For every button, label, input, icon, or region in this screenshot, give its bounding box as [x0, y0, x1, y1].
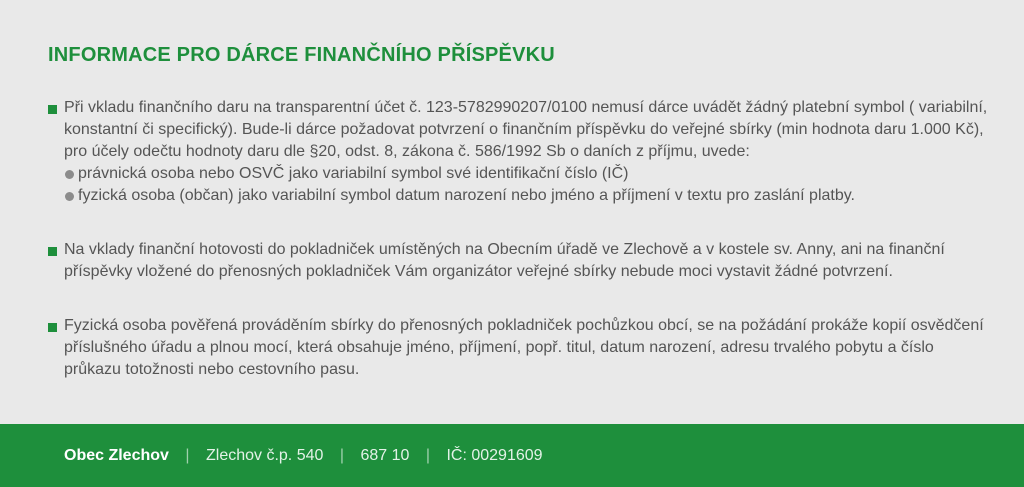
organization-name: Obec Zlechov	[64, 447, 169, 464]
paragraph-text: Při vkladu finančního daru na transparentní účet č. 123-5782990207/0100 nemusí dárce uvádět žádný platební symbol ( variabilní, konstantní či specifický). Bude-li dárce požadovat potvrzení o finančním příspěvku do veřejné sbírky (min hodnota daru 1.000 Kč), pro účely odečtu hodnoty daru dle §20, odst. 8, zákona č. 586/1992 Sb o daních z příjmu, uvede:	[64, 99, 988, 160]
info-paragraph-1	[48, 97, 988, 207]
footer-separator: |	[425, 447, 430, 464]
sub-item-text: fyzická osoba (občan) jako variabilní symbol datum narození nebo jméno a příjmení v textu pro zaslání platby.	[78, 187, 855, 204]
footer-separator: |	[339, 447, 344, 464]
sub-list-item	[64, 163, 988, 185]
footer-contact	[64, 424, 543, 487]
footer-separator: |	[185, 447, 190, 464]
paragraph-text: Fyzická osoba pověřená prováděním sbírky do přenosných pokladniček pochůzkou obcí, se na požádání prokáže kopií osvědčení příslušného úřadu a plnou mocí, která obsahuje jméno, příjmení, popř. titul, datum narození, adresu trvalého pobytu a číslo průkazu totožnosti nebo cestovního pasu.	[64, 317, 984, 378]
footer-address: Zlechov č.p. 540	[205, 447, 324, 464]
footer-zip: 687 10	[360, 447, 410, 464]
footer-ico: IČ: 00291609	[446, 447, 543, 464]
info-paragraph-3	[48, 315, 988, 381]
round-bullet-icon	[65, 170, 74, 179]
square-bullet-icon	[48, 105, 57, 114]
square-bullet-icon	[48, 323, 57, 332]
sub-item-text: právnická osoba nebo OSVČ jako variabilní symbol své identifikační číslo (IČ)	[78, 165, 629, 182]
round-bullet-icon	[65, 192, 74, 201]
page-title: INFORMACE PRO DÁRCE FINANČNÍHO PŘÍSPĚVKU	[48, 44, 555, 66]
paragraph-text: Na vklady finanční hotovosti do pokladniček umístěných na Obecním úřadě ve Zlechově a v kostele sv. Anny, ani na finanční příspěvky vložené do přenosných pokladniček Vám organizátor veřejné sbírky nebude moci vystavit žádné potvrzení.	[64, 241, 945, 280]
square-bullet-icon	[48, 247, 57, 256]
sub-list-item	[64, 185, 988, 207]
info-panel	[48, 42, 988, 381]
footer-bar	[0, 424, 1024, 487]
info-paragraph-2	[48, 239, 988, 283]
